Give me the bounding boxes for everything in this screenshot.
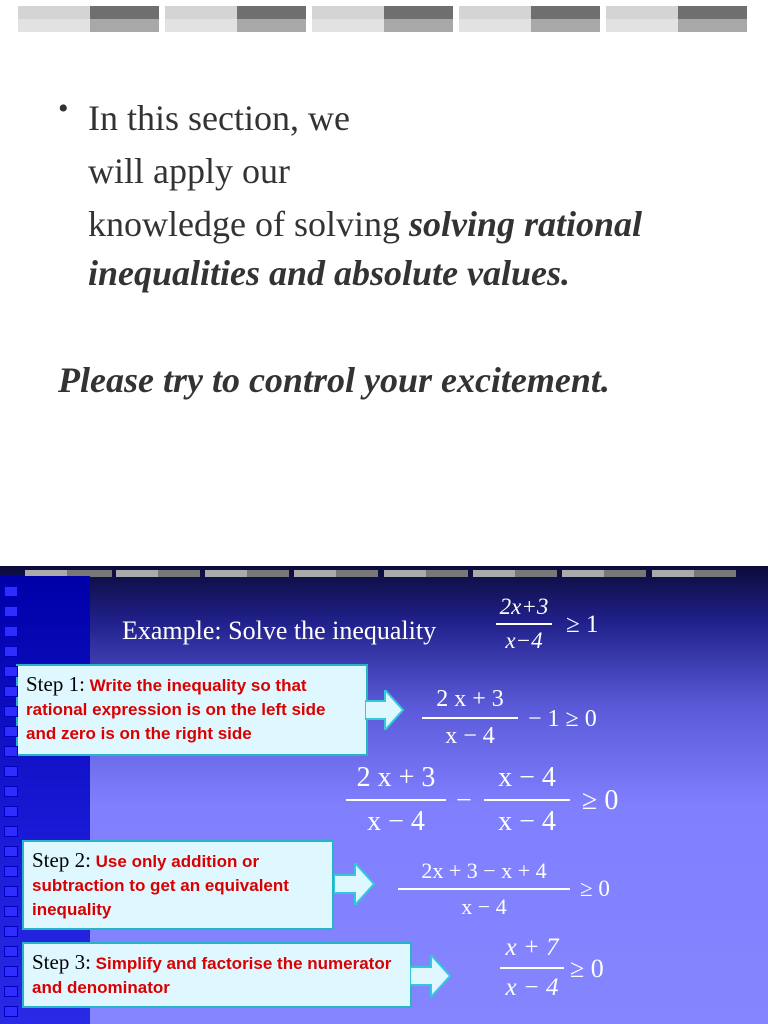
step-label: Step 1: — [26, 672, 85, 696]
decorative-bar — [604, 570, 646, 577]
emphasis-text: solving rational — [408, 204, 643, 244]
row2-minus: − — [456, 785, 472, 816]
film-strip-hole — [4, 806, 18, 817]
example-heading: Example: Solve the inequality — [122, 616, 437, 645]
step-3-fraction: x + 7 x − 4 — [500, 934, 564, 1002]
film-strip-hole — [4, 786, 18, 797]
film-strip-hole — [4, 726, 18, 737]
step-text: Use only addition or subtraction to get an equivalent inequality — [32, 852, 289, 919]
decorative-bar — [606, 6, 747, 32]
decorative-bar — [694, 570, 736, 577]
step-1-rhs: − 1 ≥ 0 — [528, 706, 597, 732]
film-strip-hole — [4, 906, 18, 917]
row2-fraction-left: 2 x + 3 x − 4 — [346, 762, 446, 838]
example-fraction: 2x+3 x−4 — [496, 594, 552, 654]
film-strip-hole — [4, 706, 18, 717]
bullet-paragraph — [88, 92, 728, 295]
decorative-bar — [158, 570, 200, 577]
bullet-line: In this section, we — [88, 98, 350, 138]
row2-rhs: ≥ 0 — [582, 785, 619, 816]
arrow-right-icon — [334, 863, 376, 905]
step-text: Simplify and factorise the numerator and denominator — [32, 954, 392, 997]
film-strip-hole — [4, 766, 18, 777]
film-strip-hole — [4, 686, 18, 697]
film-strip-hole — [4, 606, 18, 617]
film-strip-hole — [4, 886, 18, 897]
decorative-bar — [205, 570, 247, 577]
step-3-box — [22, 942, 412, 1008]
film-strip-hole — [4, 746, 18, 757]
decorative-bar — [515, 570, 557, 577]
closing-text: Please try to control your excitement. — [58, 360, 610, 400]
bullet-text: knowledge of solving — [88, 204, 409, 244]
film-strip-hole — [4, 866, 18, 877]
example-rhs: ≥ 1 — [566, 611, 599, 638]
decorative-bar — [247, 570, 289, 577]
step-1-fraction: 2 x + 3 x − 4 — [422, 686, 518, 750]
film-strip-hole — [4, 646, 18, 657]
step-2-rhs: ≥ 0 — [580, 876, 610, 901]
decorative-bar — [336, 570, 378, 577]
decorative-bar — [312, 6, 453, 32]
step-2-fraction: 2x + 3 − x + 4 x − 4 — [398, 858, 570, 920]
film-strip-hole — [4, 926, 18, 937]
decorative-bar — [473, 570, 515, 577]
decorative-bar — [165, 6, 306, 32]
slide-2 — [0, 566, 768, 1024]
step-2-box — [22, 840, 334, 930]
decorative-bar — [116, 570, 158, 577]
bullet-icon: • — [58, 92, 69, 125]
film-strip-hole — [4, 986, 18, 997]
decorative-bar — [562, 570, 604, 577]
film-strip-hole — [4, 946, 18, 957]
step-1-box — [16, 664, 368, 756]
film-strip-hole — [4, 586, 18, 597]
film-strip-hole — [4, 826, 18, 837]
decorative-bar — [294, 570, 336, 577]
decorative-bar — [652, 570, 694, 577]
film-strip-hole — [4, 1006, 18, 1017]
step-label: Step 3: — [32, 950, 91, 974]
film-strip-hole — [4, 966, 18, 977]
arrow-right-icon — [410, 955, 452, 997]
decorative-bar — [426, 570, 468, 577]
step-text: Write the inequality so that rational expression is on the left side and zero is on the right side — [26, 676, 326, 743]
step-3-rhs: ≥ 0 — [570, 954, 604, 983]
decorative-bar — [384, 570, 426, 577]
decorative-bar — [18, 6, 159, 32]
bullet-line — [88, 198, 728, 251]
step-label: Step 2: — [32, 848, 91, 872]
emphasis-text: inequalities and absolute values. — [88, 253, 571, 293]
arrow-right-icon — [365, 690, 405, 730]
row2-fraction-right: x − 4 x − 4 — [484, 762, 570, 838]
film-strip-hole — [4, 626, 18, 637]
bullet-line: will apply our — [88, 151, 290, 191]
film-strip-hole — [4, 666, 18, 677]
decorative-bar — [459, 6, 600, 32]
film-strip-hole — [4, 846, 18, 857]
